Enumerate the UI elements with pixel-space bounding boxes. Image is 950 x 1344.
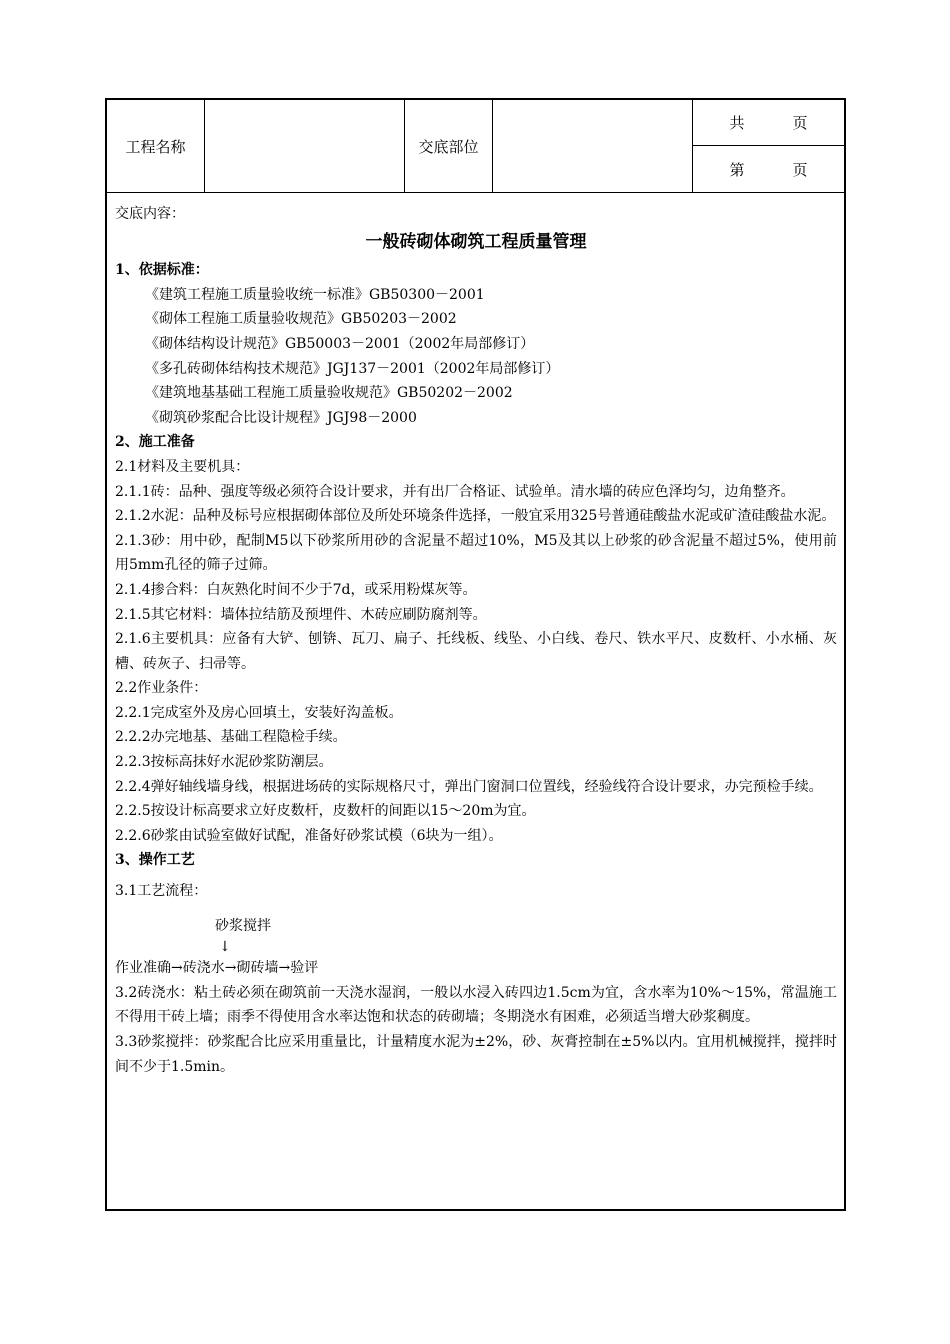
paragraph: 2.1.2水泥：品种及标号应根据砌体部位及所处环境条件选择，一般宜采用325号普通硅酸盐水泥或矿渣硅酸盐水泥。 (115, 508, 836, 525)
section-1-heading: 1、依据标准： (115, 262, 209, 279)
paragraph: 2.2.5按设计标高要求立好皮数杆，皮数杆的间距以15～20m为宜。 (115, 803, 536, 820)
paragraph: 3.1工艺流程： (115, 883, 208, 900)
standard-item: 《建筑工程施工质量验收统一标准》GB50300－2001 (145, 286, 485, 303)
standard-item: 《多孔砖砌体结构技术规范》JGJ137－2001（2002年局部修订） (145, 360, 560, 377)
paragraph: 2.2.3按标高抹好水泥砂浆防潮层。 (115, 754, 333, 771)
project-name-value[interactable] (205, 100, 405, 192)
paragraph: 3.2砖浇水：粘土砖必须在砌筑前一天浇水湿润，一般以水浸入砖四边1.5cm为宜，含水率为10%～15%，常温施工不得用干砖上墙；雨季不得使用含水率达饱和状态的砖砌墙；冬期浇水有困难，必须适当增大砂浆稠度。 (115, 984, 837, 1026)
disclosure-content (115, 202, 837, 1079)
page-number-suffix: 页 (792, 160, 808, 179)
content-intro: 交底内容： (115, 206, 185, 222)
form-header (107, 100, 844, 193)
standard-item: 《砌体工程施工质量验收规范》GB50203－2002 (145, 311, 457, 328)
page-number-prefix: 第 (729, 160, 745, 179)
paragraph: 2.2.1完成室外及房心回填土，安装好沟盖板。 (115, 704, 403, 721)
standard-item: 《砌体结构设计规范》GB50003－2001（2002年局部修订） (145, 335, 535, 352)
document-title: 一般砖砌体砌筑工程质量管理 (365, 231, 587, 252)
paragraph: 2.1.5其它材料：墙体拉结筋及预埋件、木砖应刷防腐剂等。 (115, 606, 487, 623)
page-count-cell (693, 100, 844, 192)
paragraph: 2.1材料及主要机具： (115, 458, 250, 475)
paragraph: 2.2.2办完地基、基础工程隐检手续。 (115, 729, 347, 746)
disclosure-part-value[interactable] (493, 100, 693, 192)
flow-step-mortar: 砂浆搅拌 (215, 917, 271, 934)
flow-main: 作业准确→砖浇水→砌砖墙→验评 (115, 960, 319, 977)
paragraph: 2.2.4弹好轴线墙身线，根据进场砖的实际规格尺寸，弹出门窗洞口位置线，经验线符合设计要求，办完预检手续。 (115, 778, 823, 795)
flow-down-arrow-icon: ↓ (219, 939, 231, 956)
paragraph: 2.2作业条件： (115, 680, 208, 697)
total-pages-prefix: 共 (729, 114, 745, 132)
page-number (693, 146, 844, 192)
section-3-heading: 3、操作工艺 (115, 852, 195, 869)
paragraph: 3.3砂浆搅拌：砂浆配合比应采用重量比，计量精度水泥为±2%，砂、灰膏控制在±5%以内。宜用机械搅拌，搅拌时间不少于1.5min。 (115, 1034, 837, 1075)
paragraph: 2.1.4掺合料：白灰熟化时间不少于7d，或采用粉煤灰等。 (115, 581, 477, 598)
project-name-label: 工程名称 (107, 100, 205, 192)
disclosure-form (105, 98, 846, 1211)
disclosure-part-label: 交底部位 (405, 100, 493, 192)
paragraph: 2.1.1砖：品种、强度等级必须符合设计要求，并有出厂合格证、试验单。清水墙的砖应色泽均匀，边角整齐。 (115, 483, 795, 500)
section-2-heading: 2、施工准备 (115, 434, 195, 451)
standard-item: 《砌筑砂浆配合比设计规程》JGJ98－2000 (145, 409, 417, 426)
paragraph: 2.2.6砂浆由试验室做好试配，准备好砂浆试模（6块为一组）。 (115, 827, 503, 844)
total-pages (693, 100, 844, 146)
paragraph: 2.1.3砂：用中砂，配制M5以下砂浆所用砂的含泥量不超过10%，M5及其以上砂浆的砂含泥量不超过5%，使用前用5mm孔径的筛子过筛。 (115, 532, 837, 574)
paragraph: 2.1.6主要机具：应备有大铲、刨锛、瓦刀、扁子、托线板、线坠、小白线、卷尺、铁水平尺、皮数杆、小水桶、灰槽、砖灰子、扫帚等。 (115, 631, 837, 672)
total-pages-suffix: 页 (792, 114, 808, 132)
standard-item: 《建筑地基基础工程施工质量验收规范》GB50202－2002 (145, 385, 513, 402)
